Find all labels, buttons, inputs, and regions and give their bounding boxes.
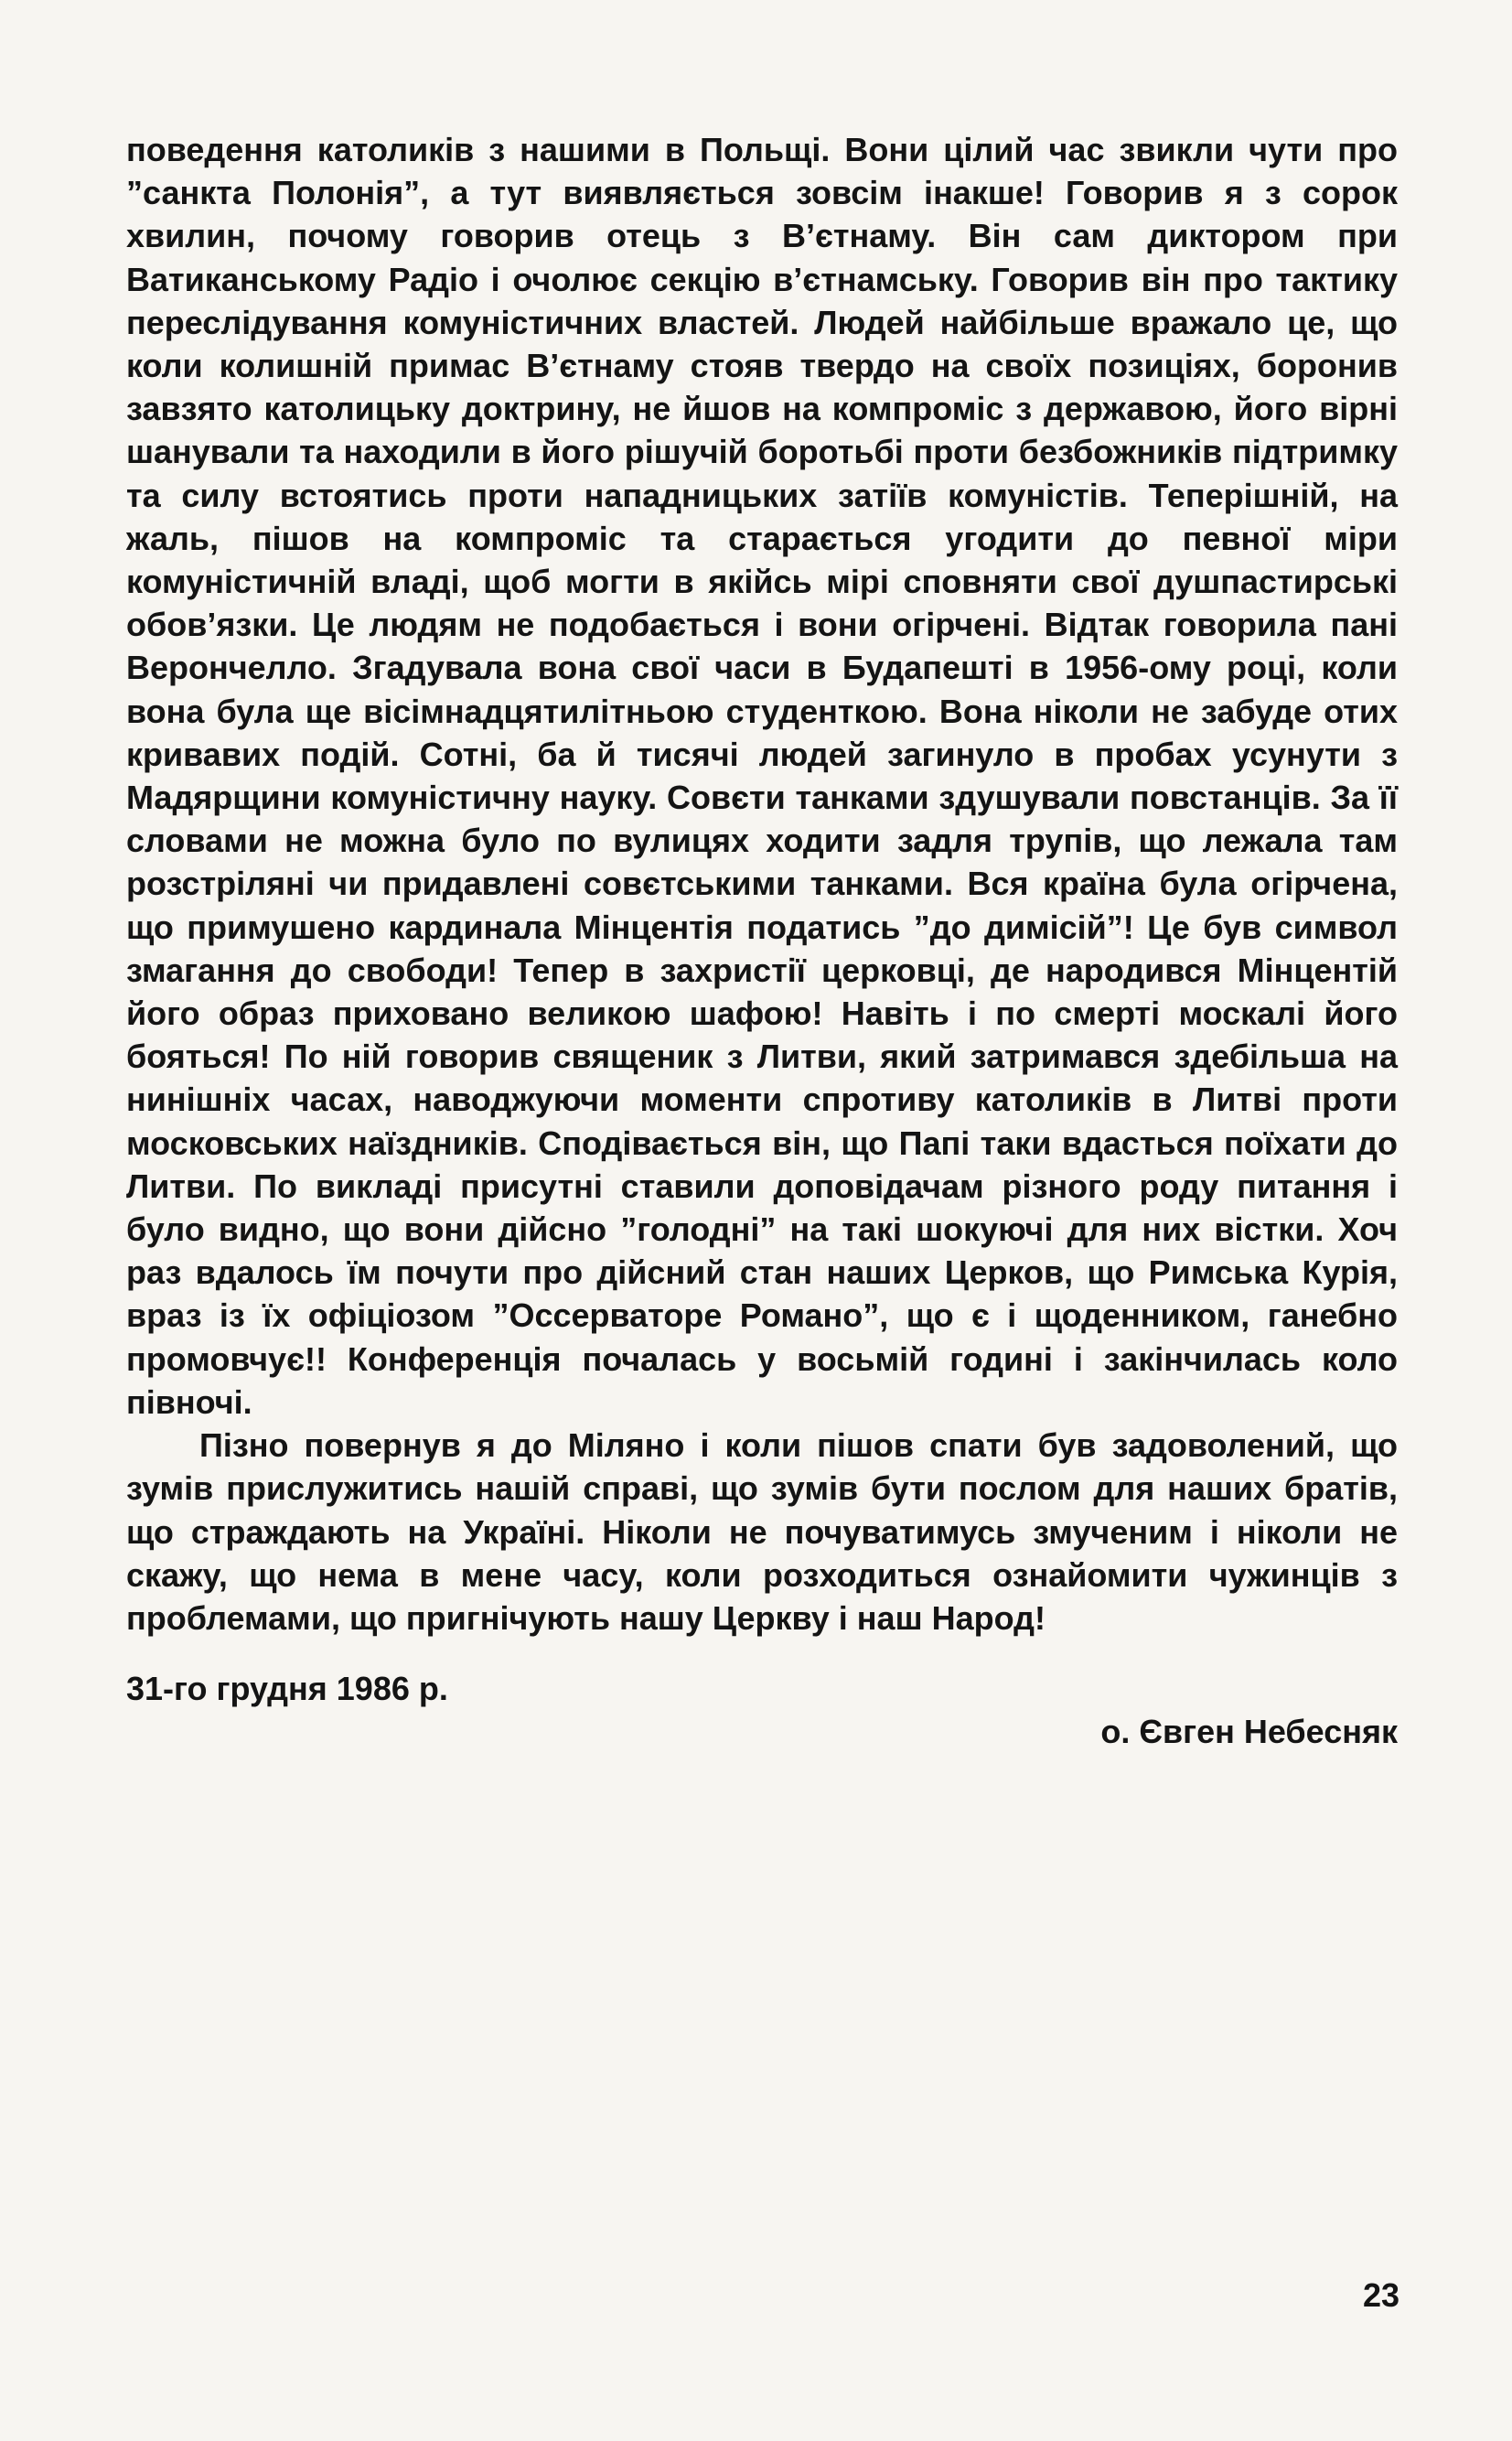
body-paragraph-1: поведення католиків з нашими в Польщі. Вони цілий час звикли чути про ”санкта Полонія”, а тут виявляється зовсім інакше! Говорив я з сорок хвилин, почому говорив отець з В’єтнаму. Він сам диктором при Ватиканському Радіо і очолює секцію в’єтнамську. Говорив він про тактику переслідування комуністичних властей. Людей найбільше вражало це, що коли колишній примас В’єтнаму стояв твердо на своїх позиціях, боронив завзято католицьку доктрину, не йшов на компроміс з державою, його вірні шанували та находили в його рішучій боротьбі проти безбожників підтримку та силу встоятись проти нападницьких затіїв комуністів. Теперішній, на жаль, пішов на компроміс та старається угодити до певної міри комуністичній владі, щоб могти в якійсь мірі сповняти свої душпастирські обов’язки. Це людям не подобається і вони огірчені. Відтак говорила пані Верончелло. Згадувала вона свої часи в Будапешті в 1956-ому році, коли вона була ще вісімнадцятилітньою студенткою. Вона ніколи не забуде отих кривавих подій. Сотні, ба й тисячі людей загинуло в пробах усунути з Мадярщини комуністичну науку. Совєти танками здушували повстанців. За її словами не можна було по вулицях ходити задля трупів, що лежала там розстріляні чи придавлені совєтськими танками. Вся країна була огірчена, що примушено кардинала Мінцентія податись ”до димісій”! Це був символ змагання до свободи! Тепер в захристії церковці, де народився Мінцентій його образ приховано великою шафою! Навіть і по смерті москалі його бояться! По ній говорив священик з Литви, який затримався здебільша на нинішніх часах, наводжуючи моменти спротиву католиків в Литві проти московських наїздників. Сподівається він, що Папі таки вдасться поїхати до Литви. По викладі присутні ставили доповідачам різного роду питання і було видно, що вони дійсно ”голодні” на такі шокуючі для них вістки. Хоч раз вдалось їм почути про дійсний стан наших Церков, що Римська Курія, враз із їх офіціозом ”Оссерваторе Романо”, що є і щоденником, ганебно промовчує!! Конференція почалась у восьмій годині і закінчилась коло півночі. <box>126 131 1398 1421</box>
letter-date: 31-го грудня 1986 р. <box>126 1670 448 1708</box>
author-signature: о. Євген Небесняк <box>1100 1713 1398 1751</box>
page-number: 23 <box>1362 2276 1399 2314</box>
page-content <box>126 128 1398 1754</box>
body-paragraph-2: Пізно повернув я до Міляно і коли пішов спати був задоволений, що зумів прислужитись нашій справі, що зумів бути послом для наших братів, що страждають на Україні. Ніколи не почуватимусь змученим і ніколи не скажу, що нема в мене часу, коли розходиться ознайомити чужинців з проблемами, що пригнічують нашу Церкву і наш Народ! <box>126 1426 1398 1637</box>
